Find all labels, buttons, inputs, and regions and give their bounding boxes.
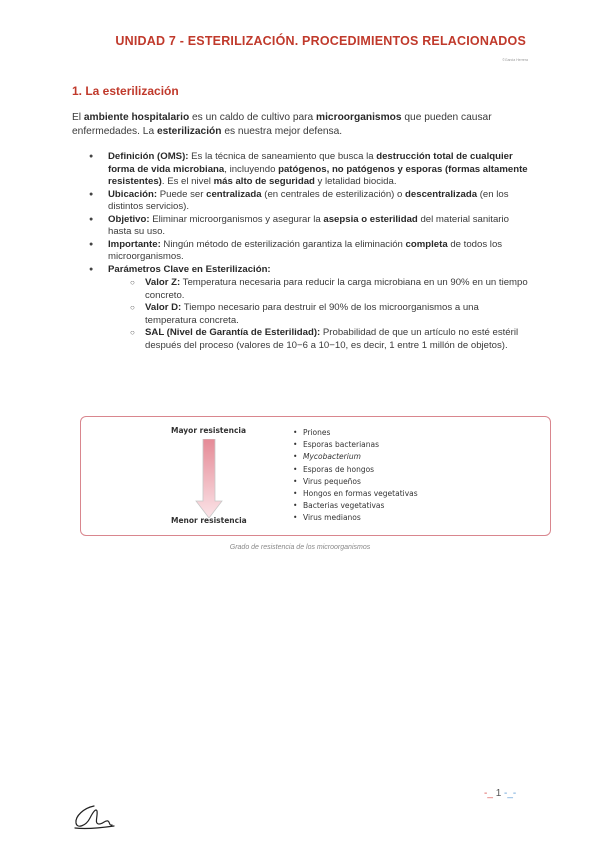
bullet-text: y letalidad biocida.	[314, 176, 397, 187]
sub-bullet-label: Valor Z:	[145, 277, 181, 288]
bullet-label: Importante:	[108, 238, 161, 250]
parameters-sublist	[108, 277, 529, 352]
page-number	[484, 788, 516, 799]
bullet-text: . Es el nivel	[161, 176, 214, 187]
bullet-label: Ubicación:	[108, 188, 158, 200]
bullet-bold: descentralizada	[405, 188, 478, 200]
intro-text: que pueden causar enfermedades. La	[72, 112, 492, 137]
page-number-value: 1	[495, 788, 502, 799]
bullet-text: de todos los microorganismos.	[108, 238, 503, 262]
unit-header-title: UNIDAD 7 - ESTERILIZACIÓN. PROCEDIMIENTOS RELACIONADOS	[115, 34, 526, 48]
header-credit: ©Garcia Herrera	[502, 58, 528, 62]
sub-bullet-valor-d	[108, 302, 529, 327]
bullet-text: Puede ser	[157, 188, 207, 200]
bullet-text: Eliminar microorganismos y asegurar la	[149, 213, 324, 225]
sub-bullet-text: Temperatura necesaria para reducir la carga microbiana en un 90% en un tiempo concreto.	[145, 277, 528, 301]
bullet-bold: patógenos, no patógenos y esporas (formas altamente resistentes)	[108, 163, 528, 187]
section-title: 1. La esterilización	[72, 84, 179, 98]
organism-item: • Virus medianos	[293, 512, 418, 524]
bullet-text: (en los distintos servicios).	[108, 188, 509, 212]
intro-text: El	[72, 112, 84, 123]
key-points-list	[89, 151, 529, 352]
bullet-ubicacion	[89, 189, 529, 214]
bullet-label: Definición (OMS):	[108, 151, 189, 162]
organism-item: • Esporas de hongos	[293, 464, 418, 476]
organism-item: • Virus pequeños	[293, 476, 418, 488]
intro-text: es nuestra mejor defensa.	[221, 126, 343, 137]
sub-bullet-text: Tiempo necesario para destruir el 90% de los microorganismos a una temperatura concreta.	[145, 302, 479, 326]
down-arrow-icon	[195, 439, 223, 519]
bullet-definicion	[89, 151, 529, 189]
bullet-text: Es la técnica de saneamiento que busca la	[188, 151, 377, 162]
bullet-objetivo	[89, 214, 529, 239]
bullet-bold: centralizada	[206, 188, 262, 200]
bullet-label: Objetivo:	[108, 213, 150, 225]
sub-bullet-valor-z	[108, 277, 529, 302]
bullet-bold: completa	[405, 238, 448, 250]
organism-item: • Esporas bacterianas	[293, 439, 418, 451]
bullet-parametros	[89, 264, 529, 353]
intro-bold: ambiente hospitalario	[83, 112, 190, 123]
intro-bold: microorganismos	[316, 112, 402, 123]
bullet-text: , incluyendo	[224, 163, 279, 175]
sub-bullet-label: Valor D:	[145, 302, 182, 313]
bullet-bold: destrucción total de cualquier forma de vida microbiana	[108, 151, 513, 175]
bullet-bold: más alto de seguridad	[213, 176, 315, 187]
bullet-label: Parámetros Clave en Esterilización:	[108, 263, 271, 275]
organism-item: • Hongos en formas vegetativas	[293, 488, 418, 500]
bullet-importante	[89, 239, 529, 264]
signature-icon	[72, 802, 118, 832]
organism-list	[293, 427, 418, 525]
bullet-text: (en centrales de esterilización) o	[261, 188, 406, 200]
intro-bold: esterilización	[156, 126, 222, 137]
figure-top-label: Mayor resistencia	[171, 426, 247, 435]
sub-bullet-text: Probabilidad de que un artículo no esté estéril después del proceso (valores de 10−6 a 10−10, es decir, 1 entre 1 millón de objetos).	[145, 327, 519, 351]
page-deco-right: -_-	[504, 788, 517, 799]
figure-bottom-label: Menor resistencia	[171, 516, 247, 525]
resistance-figure	[80, 416, 551, 536]
bullet-bold: asepsia o esterilidad	[323, 213, 418, 225]
intro-paragraph	[72, 111, 512, 139]
bullet-text: Ningún método de esterilización garantiza la eliminación	[160, 238, 406, 250]
bullet-text: del material sanitario hasta su uso.	[108, 213, 509, 237]
organism-item: • Mycobacterium	[293, 451, 418, 463]
organism-item: • Bacterias vegetativas	[293, 500, 418, 512]
figure-caption: Grado de resistencia de los microorganismos	[229, 544, 371, 551]
sub-bullet-label: SAL (Nivel de Garantía de Esterilidad):	[145, 327, 321, 338]
intro-text: es un caldo de cultivo para	[189, 112, 317, 123]
sub-bullet-sal	[108, 327, 529, 352]
page-deco-left: -_	[484, 788, 493, 799]
organism-item: • Priones	[293, 427, 418, 439]
